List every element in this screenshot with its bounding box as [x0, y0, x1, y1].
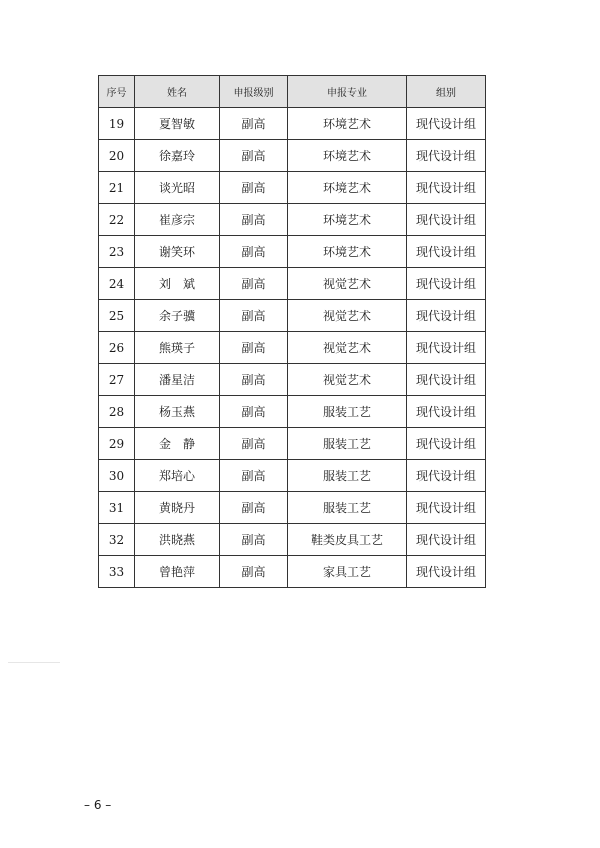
cell-group: 现代设计组	[407, 460, 486, 492]
table-header-row	[99, 76, 486, 108]
cell-level: 副高	[220, 140, 288, 172]
table-body	[99, 108, 486, 588]
cell-major: 服装工艺	[288, 460, 407, 492]
cell-name: 黄晓丹	[135, 492, 220, 524]
cell-name: 郑培心	[135, 460, 220, 492]
cell-seq: 23	[99, 236, 135, 268]
cell-seq: 26	[99, 332, 135, 364]
cell-seq: 24	[99, 268, 135, 300]
cell-major: 环境艺术	[288, 236, 407, 268]
cell-name: 杨玉燕	[135, 396, 220, 428]
table-row	[99, 108, 486, 140]
cell-major: 家具工艺	[288, 556, 407, 588]
cell-group: 现代设计组	[407, 204, 486, 236]
cell-level: 副高	[220, 492, 288, 524]
cell-group: 现代设计组	[407, 108, 486, 140]
cell-group: 现代设计组	[407, 300, 486, 332]
cell-seq: 19	[99, 108, 135, 140]
table-row	[99, 268, 486, 300]
cell-name: 徐嘉玲	[135, 140, 220, 172]
cell-seq: 29	[99, 428, 135, 460]
cell-level: 副高	[220, 236, 288, 268]
cell-group: 现代设计组	[407, 172, 486, 204]
cell-seq: 31	[99, 492, 135, 524]
cell-group: 现代设计组	[407, 556, 486, 588]
cell-group: 现代设计组	[407, 524, 486, 556]
header-level: 申报级别	[220, 76, 288, 108]
cell-major: 视觉艺术	[288, 332, 407, 364]
cell-seq: 33	[99, 556, 135, 588]
table-row	[99, 492, 486, 524]
table-row	[99, 140, 486, 172]
table-row	[99, 428, 486, 460]
cell-major: 环境艺术	[288, 204, 407, 236]
table-row	[99, 396, 486, 428]
cell-seq: 30	[99, 460, 135, 492]
table-row	[99, 300, 486, 332]
cell-name: 谢笑环	[135, 236, 220, 268]
cell-name: 谈光昭	[135, 172, 220, 204]
table-row	[99, 204, 486, 236]
cell-group: 现代设计组	[407, 428, 486, 460]
cell-group: 现代设计组	[407, 332, 486, 364]
cell-major: 环境艺术	[288, 108, 407, 140]
header-major: 申报专业	[288, 76, 407, 108]
cell-group: 现代设计组	[407, 268, 486, 300]
table-row	[99, 460, 486, 492]
cell-level: 副高	[220, 556, 288, 588]
cell-level: 副高	[220, 364, 288, 396]
cell-name: 夏智敏	[135, 108, 220, 140]
cell-major: 环境艺术	[288, 140, 407, 172]
cell-level: 副高	[220, 460, 288, 492]
header-group: 组别	[407, 76, 486, 108]
cell-seq: 28	[99, 396, 135, 428]
header-seq: 序号	[99, 76, 135, 108]
cell-level: 副高	[220, 268, 288, 300]
cell-name: 崔彦宗	[135, 204, 220, 236]
cell-seq: 22	[99, 204, 135, 236]
cell-level: 副高	[220, 172, 288, 204]
cell-major: 视觉艺术	[288, 300, 407, 332]
cell-level: 副高	[220, 396, 288, 428]
cell-group: 现代设计组	[407, 492, 486, 524]
cell-name: 潘星洁	[135, 364, 220, 396]
cell-seq: 20	[99, 140, 135, 172]
cell-level: 副高	[220, 108, 288, 140]
cell-name: 余子骥	[135, 300, 220, 332]
cell-name: 曾艳萍	[135, 556, 220, 588]
table-row	[99, 524, 486, 556]
table-row	[99, 172, 486, 204]
cell-major: 服装工艺	[288, 492, 407, 524]
applicant-table	[98, 75, 486, 588]
cell-seq: 25	[99, 300, 135, 332]
cell-major: 视觉艺术	[288, 364, 407, 396]
cell-level: 副高	[220, 300, 288, 332]
table-row	[99, 556, 486, 588]
cell-level: 副高	[220, 332, 288, 364]
cell-name: 金 静	[135, 428, 220, 460]
cell-group: 现代设计组	[407, 140, 486, 172]
cell-group: 现代设计组	[407, 364, 486, 396]
table-row	[99, 236, 486, 268]
cell-name: 洪晓燕	[135, 524, 220, 556]
cell-major: 服装工艺	[288, 428, 407, 460]
cell-seq: 27	[99, 364, 135, 396]
cell-seq: 21	[99, 172, 135, 204]
cell-group: 现代设计组	[407, 236, 486, 268]
cell-major: 服装工艺	[288, 396, 407, 428]
cell-name: 刘 斌	[135, 268, 220, 300]
header-name: 姓名	[135, 76, 220, 108]
cell-major: 鞋类皮具工艺	[288, 524, 407, 556]
table-row	[99, 364, 486, 396]
cell-level: 副高	[220, 524, 288, 556]
cell-seq: 32	[99, 524, 135, 556]
cell-level: 副高	[220, 204, 288, 236]
page-number: – 6 –	[84, 798, 112, 812]
table-row	[99, 332, 486, 364]
cell-group: 现代设计组	[407, 396, 486, 428]
cell-major: 环境艺术	[288, 172, 407, 204]
cell-level: 副高	[220, 428, 288, 460]
margin-mark	[8, 662, 60, 663]
cell-name: 熊瑛子	[135, 332, 220, 364]
cell-major: 视觉艺术	[288, 268, 407, 300]
